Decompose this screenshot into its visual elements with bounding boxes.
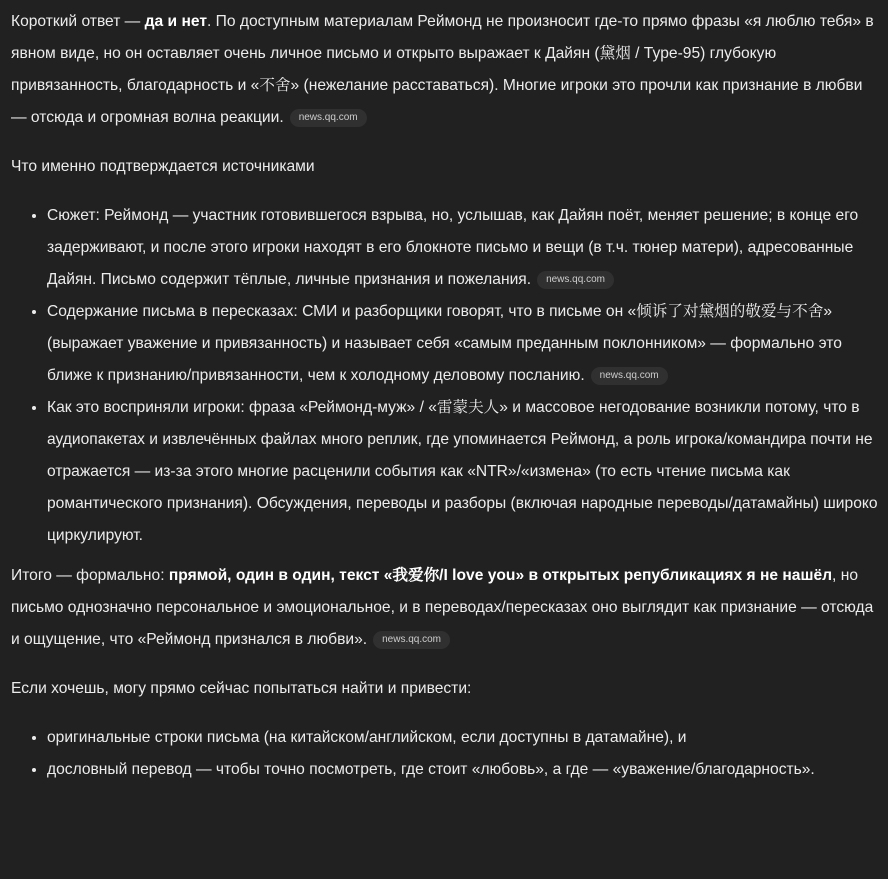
intro-text-2: . По доступным материалам Реймонд не произносит где-то прямо фразы «я люблю тебя» в явном виде, но он оставляет очень личное письмо и открыто выражает к Дайян (黛烟 / Type-95) глубокую привязанность, благодарность и «不舍» (нежелание расставаться). Многие игроки это прочли как признание в любви — отсюда и огромная волна реакции. <box>11 13 874 126</box>
citation-pill[interactable]: news.qq.com <box>290 109 367 127</box>
list-item: • дословный перевод — чтобы точно посмотреть, где стоит «любовь», а где — «уважение/благодарность». <box>47 754 878 786</box>
list-item-text: Как это восприняли игроки: фраза «Реймонд-муж» / «雷蒙夫人» и массовое негодование возникли потому, что в аудиопакетах и извлечённых файлах много реплик, где упоминается Реймонд, а роль игрока/командира почти не отражается — из-за этого многие расценили события как «NTR»/«измена» (то есть чтение письма как романтического признания). Обсуждения, переводы и разборы (включая народные переводы/датамайны) широко циркулируют. <box>47 399 878 544</box>
citation-pill[interactable]: news.qq.com <box>591 367 668 385</box>
list-item <box>47 200 878 296</box>
list-item <box>47 296 878 392</box>
evidence-list <box>11 200 878 552</box>
summary-text-2: , но письмо однозначно персональное и эмоциональное, и в переводах/пересказах оно выглядит как признание — отсюда и ощущение, что «Реймонд признался в любви». <box>11 567 874 648</box>
offer-paragraph: Если хочешь, могу прямо сейчас попытаться найти и привести: <box>11 680 472 697</box>
list-item <box>47 392 878 552</box>
summary-bold: прямой, один в один, текст «我爱你/I love you» в открытых републикациях я не нашёл <box>168 567 833 584</box>
offer-list <box>11 722 878 786</box>
summary-text: Итого — формально: <box>11 567 169 584</box>
citation-pill[interactable]: news.qq.com <box>537 271 614 289</box>
intro-paragraph <box>11 6 878 134</box>
list-item: • оригинальные строки письма (на китайском/английском, если доступны в датамайне), и <box>47 722 878 754</box>
intro-text: Короткий ответ — <box>11 13 145 30</box>
list-item-text: Сюжет: Реймонд — участник готовившегося взрыва, но, услышав, как Дайян поёт, меняет решение; в конце его задерживают, и после этого игроки находят в его блокноте письмо и вещи (в т.ч. тюнер матери), адресованные Дайян. Письмо содержит тёплые, личные признания и пожелания. <box>47 207 859 288</box>
intro-bold: да и нет <box>144 13 207 30</box>
list-item-text: Содержание письма в пересказах: СМИ и разборщики говорят, что в письме он «倾诉了对黛烟的敬爱与不舍» (выражает уважение и привязанность) и называет себя «самым преданным поклонником» — формально это ближе к признанию/привязанности, чем к холодному деловому посланию. <box>47 303 842 384</box>
citation-pill[interactable]: news.qq.com <box>373 631 450 649</box>
section-heading: Что именно подтверждается источниками <box>11 158 315 175</box>
summary-paragraph <box>11 560 878 656</box>
